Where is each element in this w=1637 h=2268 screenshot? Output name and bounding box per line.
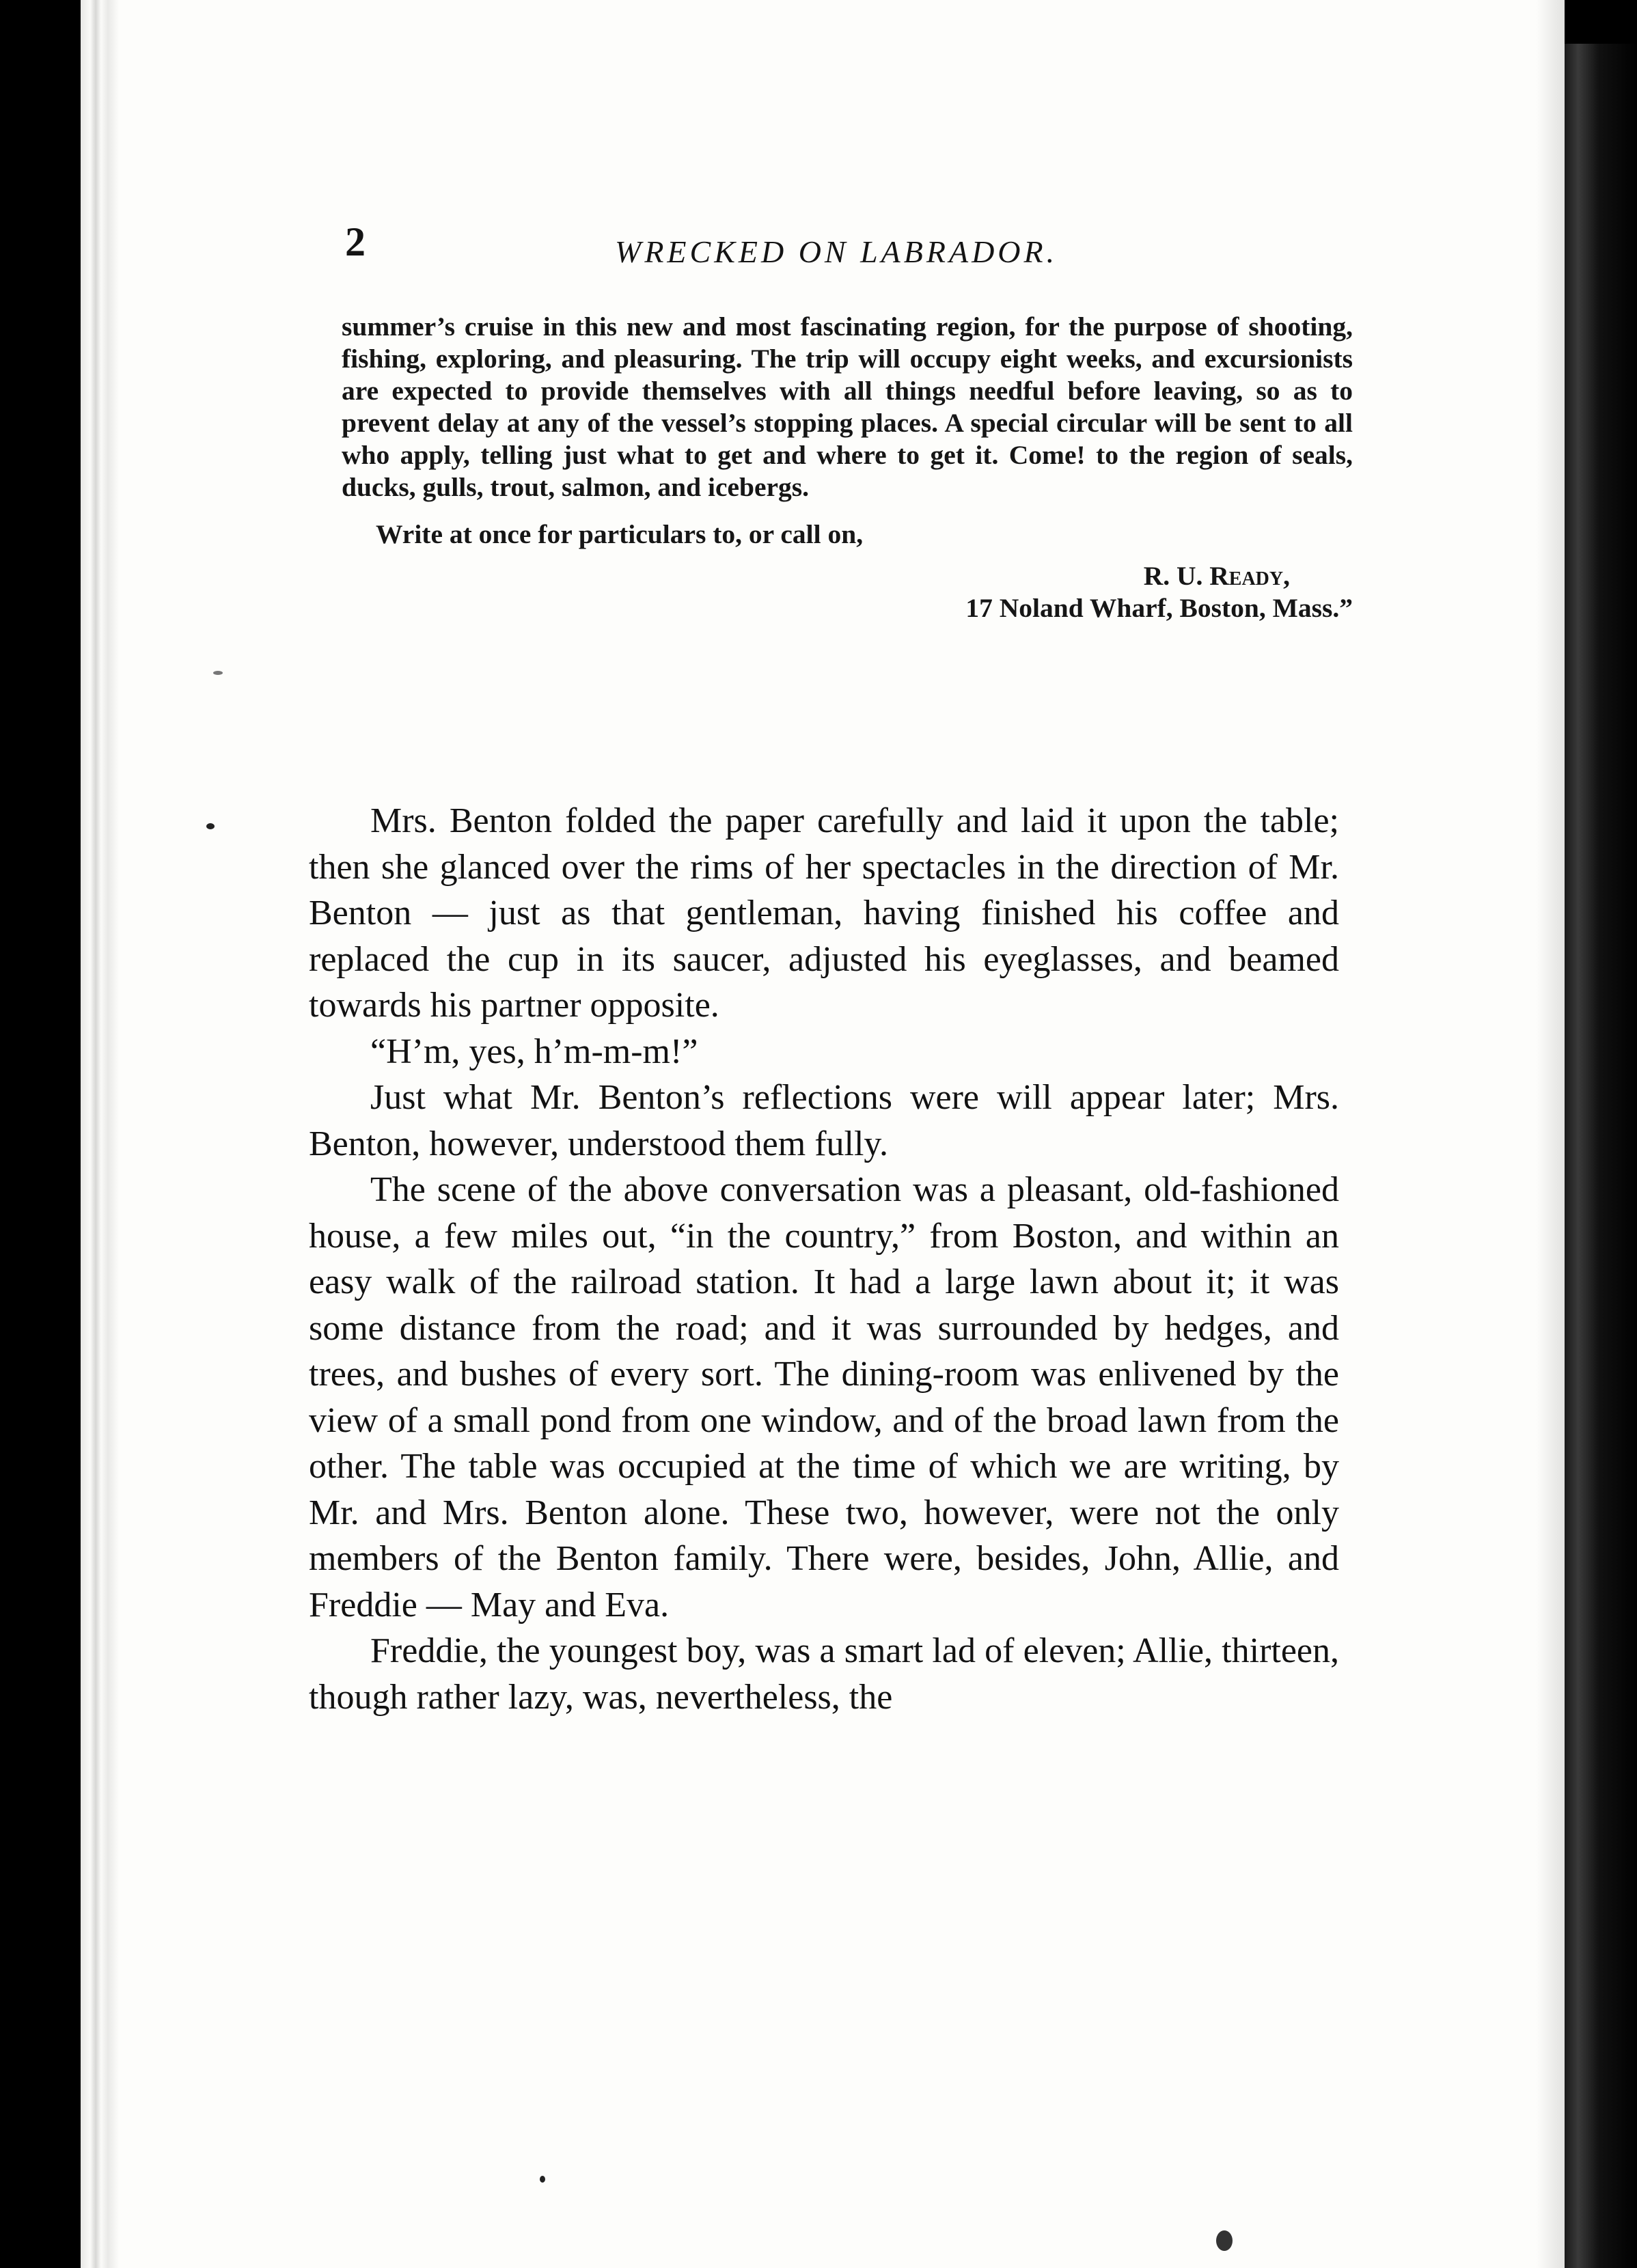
binding-shadow — [1565, 44, 1637, 2268]
advertisement-signature — [342, 560, 1353, 624]
ink-speck — [206, 823, 215, 829]
page-number: 2 — [345, 219, 366, 264]
page-right-edge — [1536, 0, 1565, 2268]
ink-speck — [540, 2176, 545, 2183]
body-paragraph: Just what Mr. Benton’s reflections were will appear later; Mrs. Benton, however, understood them fully. — [309, 1078, 1339, 1163]
signature-address: 17 Noland Wharf, Boston, Mass.” — [965, 593, 1353, 623]
ink-speck — [213, 671, 223, 675]
body-paragraph: Mrs. Benton folded the paper carefully and laid it upon the table; then she glanced over the rims of her spectacles in the direction of Mr. Benton — just as that gentleman, having finished his coffee and replaced the cup in its saucer, adjusted his eyeglasses, and beamed towards his partner opposite. — [309, 801, 1339, 1025]
advertisement-contact-line: Write at once for particulars to, or call on, — [376, 519, 864, 549]
body-paragraph: The scene of the above conversation was a pleasant, old-fashioned house, a few miles out, “in the country,” from Boston, and within an easy walk of the railroad station. It had a large lawn about it; it was some distance from the road; and it was surrounded by hedges, and trees, and bushes of every sort. The dining-room was enlivened by the view of a small pond from one window, and of the broad lawn from the other. The table was occupied at the time of which we are writing, by Mr. and Mrs. Benton alone. These two, however, were not the only members of the Benton family. There were, besides, John, Allie, and Freddie — May and Eva. — [309, 1170, 1339, 1624]
body-text — [309, 798, 1339, 1720]
ink-speck — [1216, 2230, 1233, 2251]
body-paragraph: “H’m, yes, h’m-m-m!” — [370, 1032, 698, 1071]
page-gutter-edge — [81, 0, 119, 2268]
body-paragraph: Freddie, the youngest boy, was a smart lad of eleven; Allie, thirteen, though rather lazy, was, nevertheless, the — [309, 1631, 1339, 1717]
running-head — [345, 219, 1329, 294]
signature-name: R. U. Ready, — [1143, 561, 1290, 591]
advertisement-paragraph: summer’s cruise in this new and most fascinating region, for the purpose of shooting, fishing, exploring, and pleasuring. The trip will occupy eight weeks, and excursionists are expected to provide themselves with all things needful before leaving, so as to prevent delay at any of the vessel’s stopping places. A special circular will be sent to all who apply, telling just what to get and where to get it. Come! to the region of seals, ducks, gulls, trout, salmon, and icebergs. — [342, 312, 1353, 502]
running-title: WRECKED ON LABRADOR. — [615, 234, 1058, 269]
advertisement-block — [342, 311, 1353, 624]
